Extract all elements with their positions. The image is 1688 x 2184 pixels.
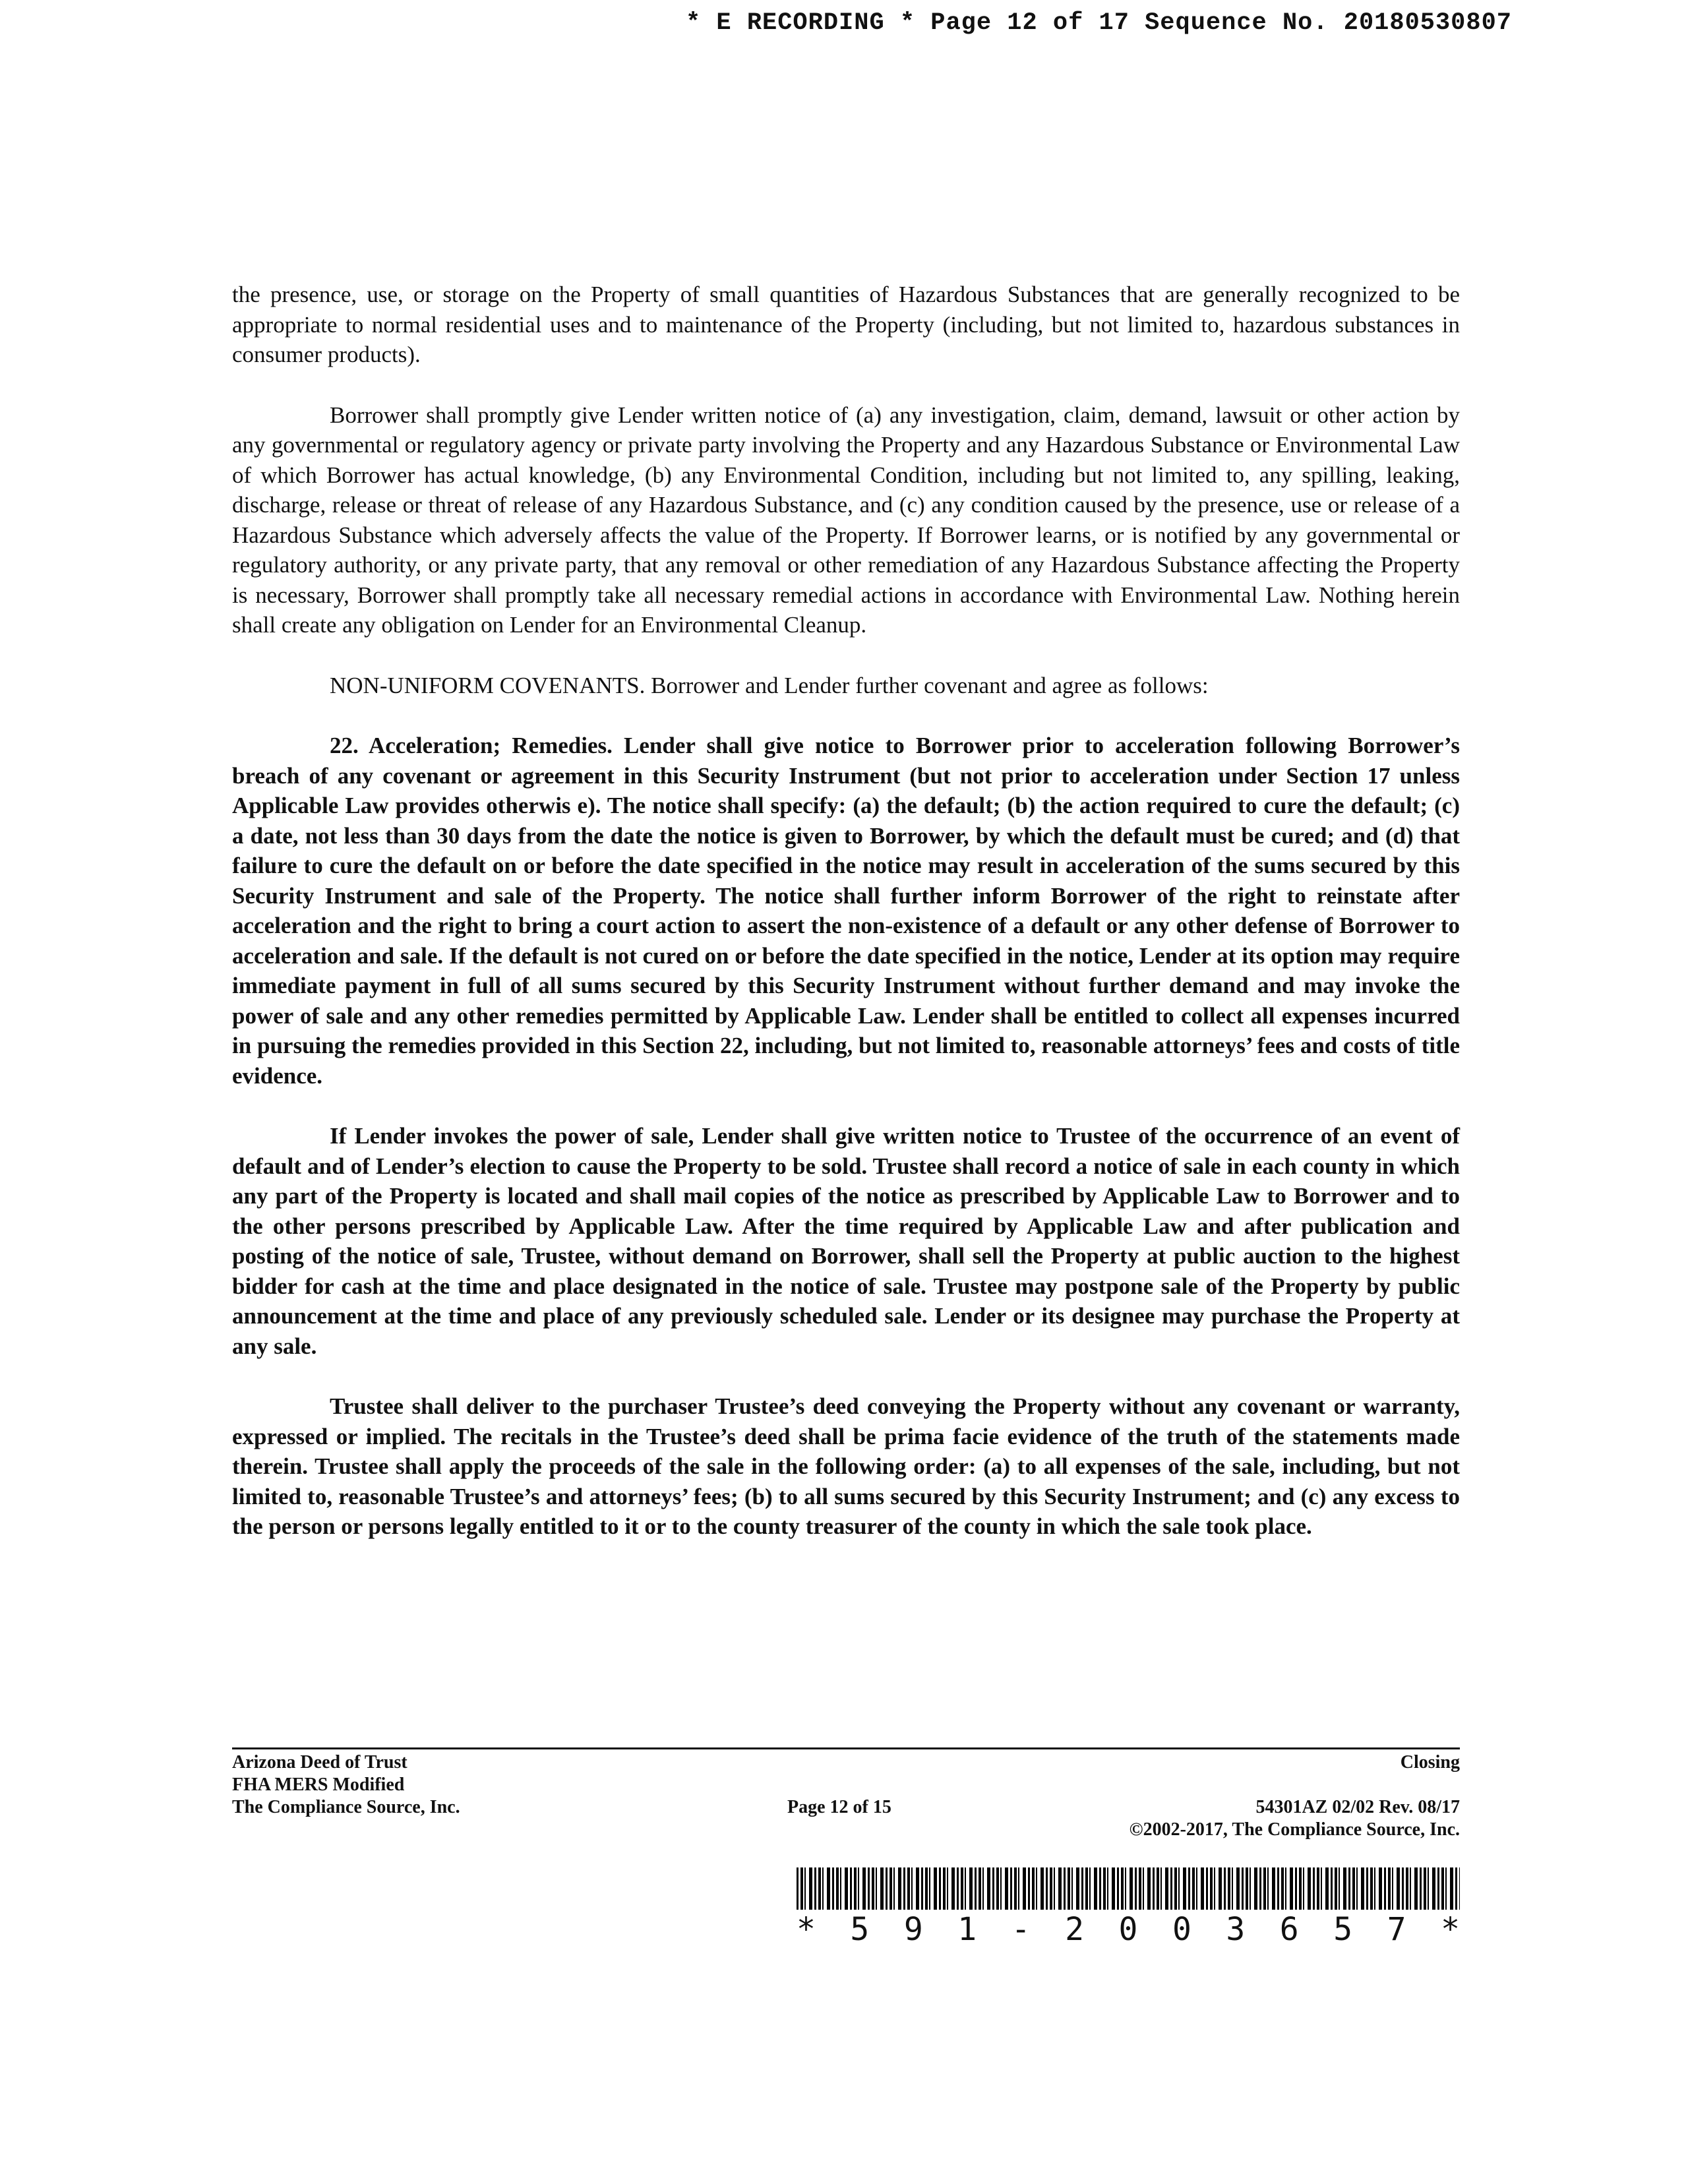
form-title: Arizona Deed of Trust xyxy=(232,1752,407,1773)
barcode-char: 6 xyxy=(1279,1911,1299,1948)
barcode-char: 0 xyxy=(1172,1911,1191,1948)
barcode-char: * xyxy=(1441,1911,1460,1948)
paragraph-acceleration-remedies: 22. Acceleration; Remedies. Lender shall give notice to Borrower prior to acceleration following Borrower’s breach of any covenant or agreement in this Security Instrument (but not prior to acceleration under Section 17 unless Applicable Law provides otherwis e). The notice shall specify: (a) the default; (b) the action required to cure the default; (c) a date, not less than 30 days from the date the notice is given to Borrower, by which the default must be cured; and (d) that failure to cure the default on or before the date specified in the notice may result in acceleration of the sums secured by this Security Instrument and sale of the Property. The notice shall further inform Borrower of the right to reinstate after acceleration and the right to bring a court action to assert the non-existence of a default or any other defense of Borrower to acceleration and sale. If the default is not cured on or before the date specified in the notice, Lender at its option may require immediate payment in full of all sums secured by this Security Instrument without further demand and may invoke the power of sale and any other remedies permitted by Applicable Law. Lender shall be entitled to collect all expenses incurred in pursuing the remedies provided in this Section 22, including, but not limited to, reasonable attorneys’ fees and costs of title evidence. xyxy=(232,733,1460,1089)
paragraph-borrower-notice: Borrower shall promptly give Lender written notice of (a) any investigation, claim, demand, lawsuit or other action by any governmental or regulatory agency or private party involving the Property and any Hazardous Substance or Environmental Law of which Borrower has actual knowledge, (b) any Environmental Condition, including but not limited to, any spilling, leaking, discharge, release or threat of release of any Hazardous Substance, and (c) any condition caused by the presence, use or release of a Hazardous Substance which adversely affects the value of the Property. If Borrower learns, or is notified by any governmental or regulatory authority, or any private party, that any removal or other remediation of any Hazardous Substance affecting the Property is necessary, Borrower shall promptly take all necessary remedial actions in accordance with Environmental Law. Nothing herein shall create any obligation on Lender for an Environmental Cleanup. xyxy=(232,402,1460,638)
barcode-char: 3 xyxy=(1226,1911,1246,1948)
paragraph-non-uniform-covenants: NON-UNIFORM COVENANTS. Borrower and Lender further covenant and agree as follows: xyxy=(330,672,1209,698)
closing-label: Closing xyxy=(1400,1752,1460,1773)
barcode-char: - xyxy=(1011,1911,1031,1948)
publisher-name: The Compliance Source, Inc. xyxy=(232,1797,460,1817)
footer-divider xyxy=(232,1747,1460,1749)
paragraph-power-of-sale: If Lender invokes the power of sale, Lender shall give written notice to Trustee of the occurrence of an event of default and of Lender’s election to cause the Property to be sold. Trustee shall record a notice of sale in each county in which any part of the Property is located and shall mail copies of the notice as prescribed by Applicable Law to Borrower and to the other persons prescribed by Applicable Law. After the time required by Applicable Law and after publication and posting of the notice of sale, Trustee, without demand on Borrower, shall sell the Property at public auction to the highest bidder for cash at the time and place designated in the notice of sale. Trustee may postpone sale of the Property by public announcement at the time and place of any previously scheduled sale. Lender or its designee may purchase the Property at any sale. xyxy=(232,1123,1460,1359)
form-number: 54301AZ 02/02 Rev. 08/17 xyxy=(1255,1797,1460,1817)
footer-form-info xyxy=(232,1751,694,1819)
paragraph-trustee-deed: Trustee shall deliver to the purchaser Trustee’s deed conveying the Property without any covenant or warranty, expressed or implied. The recitals in the Trustee’s deed shall be prima facie evidence of the truth of the statements made therein. Trustee shall apply the proceeds of the sale in the following order: (a) to all expenses of the sale, including, but not limited to, reasonable Trustee’s and attorneys’ fees; (b) to all sums secured by this Security Instrument; and (c) any excess to the person or persons legally entitled to it or to the county treasurer of the county in which the sale took place. xyxy=(232,1393,1460,1539)
barcode-char: 0 xyxy=(1118,1911,1138,1948)
copyright-notice: ©2002-2017, The Compliance Source, Inc. xyxy=(1129,1819,1460,1840)
barcode-char: * xyxy=(797,1911,816,1948)
barcode-char: 1 xyxy=(957,1911,977,1948)
form-subtitle: FHA MERS Modified xyxy=(232,1774,405,1795)
barcode-char: 7 xyxy=(1387,1911,1406,1948)
document-body xyxy=(232,280,1460,1572)
barcode-char: 5 xyxy=(850,1911,870,1948)
barcode-char: 9 xyxy=(903,1911,923,1948)
barcode-char: 2 xyxy=(1065,1911,1085,1948)
paragraph-hazardous-continued: the presence, use, or storage on the Property of small quantities of Hazardous Substances that are generally recognized to be appropriate to normal residential uses and to maintenance of the Property (including, but not limited to, hazardous substances in consumer products). xyxy=(232,282,1460,367)
barcode-char: 5 xyxy=(1333,1911,1353,1948)
page-number: Page 12 of 15 xyxy=(787,1797,891,1817)
barcode-icon xyxy=(797,1867,1460,1910)
recording-header: * E RECORDING * Page 12 of 17 Sequence No. 20180530807 xyxy=(686,9,1512,37)
barcode-text xyxy=(797,1911,1460,1948)
